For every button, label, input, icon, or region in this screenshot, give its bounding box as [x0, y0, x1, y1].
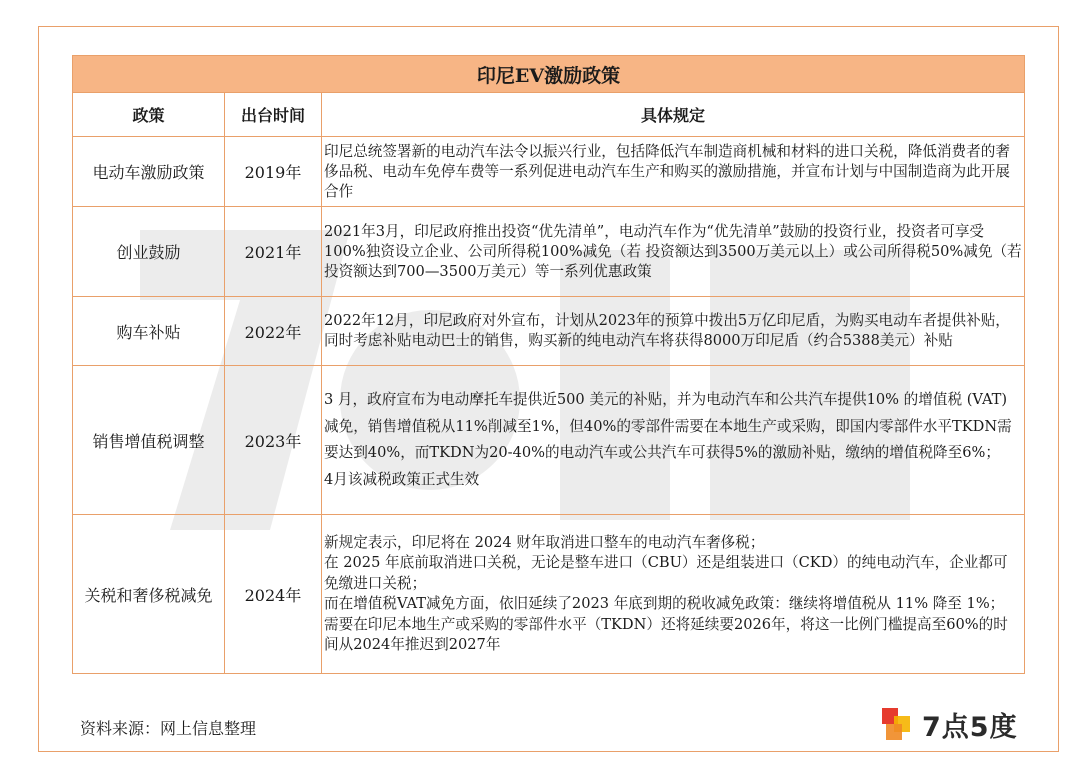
detail-line: 新规定表示，印尼将在 2024 财年取消进口整车的电动汽车奢侈税；	[324, 533, 765, 551]
detail-line: 印尼总统签署新的电动汽车法令以振兴行业，包括降低汽车制造商机械和材料的进口关税，降低消费者的奢侈品税、电动车免停车费等一系列促进电动汽车生产和购买的激励措施，并宣布计划与中国制造商为此开展合作	[324, 142, 1010, 200]
policy-detail	[322, 515, 1025, 674]
detail-line: 2022年12月，印尼政府对外宣布，计划从2023年的预算中拨出5万亿印尼盾，为购买电动车者提供补贴，同时考虑补贴电动巴士的销售，购买新的纯电动汽车将获得8000万印尼盾（约合5388美元）补贴	[324, 312, 1010, 349]
policy-detail	[322, 207, 1025, 297]
policy-detail	[322, 137, 1025, 207]
policy-table	[72, 55, 1025, 674]
table-row	[73, 297, 1025, 366]
policy-year: 2021年	[225, 207, 322, 297]
policy-year: 2023年	[225, 366, 322, 515]
header-date: 出台时间	[225, 93, 322, 137]
policy-year: 2022年	[225, 297, 322, 366]
detail-line: 4月该减税政策正式生效	[324, 470, 480, 488]
policy-name: 关税和奢侈税减免	[73, 515, 225, 674]
logo-text: 7点5度	[922, 711, 1018, 743]
table-row	[73, 366, 1025, 515]
table-row	[73, 137, 1025, 207]
table-row	[73, 515, 1025, 674]
policy-detail	[322, 297, 1025, 366]
detail-line: 3 月，政府宣布为电动摩托车提供近500 美元的补贴，并为电动汽车和公共汽车提供10% 的增值税 (VAT) 减免，销售增值税从11%削减至1%，但40%的零部件需要在本地生产或采购，即国内零部件水平TKDN需要达到40%，而TKDN为20-40%的电动汽车或公共汽车可获得5%的激励补贴，缴纳的增值税降至6%；	[324, 391, 1012, 461]
header-policy: 政策	[73, 93, 225, 137]
logo-mark-icon	[880, 706, 916, 742]
brand-logo	[880, 704, 1018, 744]
policy-name: 销售增值税调整	[73, 366, 225, 515]
header-detail: 具体规定	[322, 93, 1025, 137]
table-row	[73, 207, 1025, 297]
detail-line: 需要在印尼本地生产或采购的零部件水平（TKDN）还将延续要2026年，将这一比例门槛提高至60%的时间从2024年推迟到2027年	[324, 615, 1008, 653]
policy-detail	[322, 366, 1025, 515]
source-note: 资料来源：网上信息整理	[80, 719, 257, 738]
policy-year: 2019年	[225, 137, 322, 207]
policy-year: 2024年	[225, 515, 322, 674]
detail-line: 2021年3月，印尼政府推出投资“优先清单”，电动汽车作为“优先清单”鼓励的投资行业，投资者可享受100%独资设立企业、公司所得税100%减免（若 投资额达到3500万美元以上）或公司所得税50%减免（若投资额达到700—3500万美元）等一系列优惠政策	[324, 222, 1022, 280]
detail-line: 在 2025 年底前取消进口关税，无论是整车进口（CBU）还是组装进口（CKD）的纯电动汽车，企业都可免缴进口关税；	[324, 554, 1008, 592]
detail-line: 而在增值税VAT减免方面，依旧延续了2023 年底到期的税收减免政策：继续将增值税从 11% 降至 1%；	[324, 595, 1005, 612]
table-title: 印尼EV激励政策	[73, 56, 1025, 93]
policy-name: 购车补贴	[73, 297, 225, 366]
policy-name: 电动车激励政策	[73, 137, 225, 207]
policy-name: 创业鼓励	[73, 207, 225, 297]
